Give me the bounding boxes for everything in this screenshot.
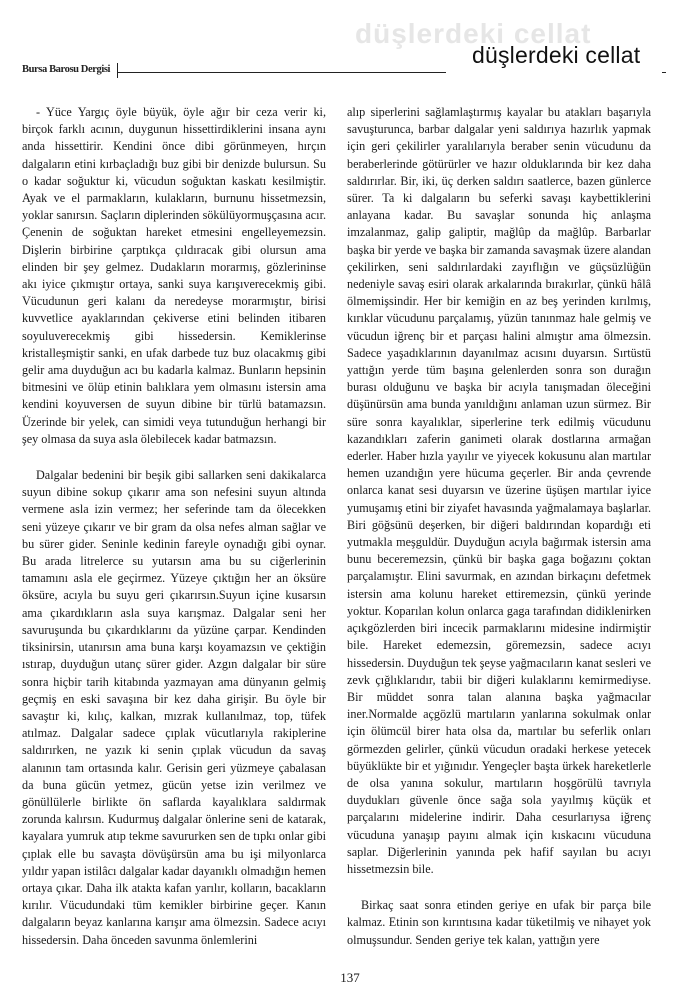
page-header [0,0,700,90]
journal-name: Bursa Barosu Dergisi [22,64,111,75]
paragraph: alıp siperlerini sağlamlaştırmış kayalar bu atakları başarıyla savuşturunca, barbar dalgalar yeni saldırıya hazırlık yapmak için geri çekilirler yaralılarıyla beraber senin vücudunu da beraberlerinde götürürler ve hazır olduklarında bir kez daha saldırırlar. Bir, iki, üç derken saldırı saatlerce, bazen günlerce sürer. Ta ki dalgaların bu seferki savaşı kaybettiklerini anlayana kadar. Bu savaşlar sonunda hiç anlaşma imzalanmaz, galip galiptir, mağlûp da mağlûp. Barbarlar başka bir yerde ve başka bir zamanda savaşmak üzere alandan çekilirken, seni saldırılardaki zayıflığın ve güçsüzlüğün nedeniyle savaş esiri olarak arkalarında bırakırlar, çünkü hâlâ ölmemişsindir. Her bir kemiğin en az beş yerinden kırılmış, kırıklar vücudunu parçalamış, yüzün tanınmaz hale gelmiş ve vücudun iğrenç bir et parçası halini almıştır ama ölmezsin. Sadece yaşadıklarının dayanılmaz acısını duyarsın. Sırtüstü yattığın yerde tüm başına gelenlerden sonra son durağın burası olduğunu ve başka bir acıyla tanışmadan öleceğini düşünürsün ama bunda yanıldığını anlaman uzun sürmez. Bir süre sonra kayalıklar, siperlerine terk edilmiş vücudunu kazandıkları zaferin ganimeti olarak dostlarına armağan ederler. Haber hızla yayılır ve yiyecek kokusunu alan martılar hemen uzandığın yere hücuma geçerler. Bir anda çevrende onlarca kanat sesi duyarsın ve üzerine üşüşen martılar iyice yumuşamış etini bir ziyafet havasında yağmalamaya başlarlar. Biri göğsünü deşerken, bir diğeri baldırından kopardığı eti yutmakla meşguldür. Duyduğun acıyla bağırmak istersin ama bunu beceremezsin, çünkü bir başka gaga boğazını çoktan parçalamıştır. Elini savurmak, en azından birkaçını defetmek istersin ama kolunu hareket ettiremezsin, çünkü yerinde yoktur. Koparılan kolun onlarca gaga tarafından didiklenirken açıkgözlerden biri incecik parmaklarını midesine indirmiştir bile. Hareket edemezsin, göremezsin, sadece acıyı hissedersin. Duyduğun tek şeyse yağmacıların kanat sesleri ve zevk çığlıklarıdır, tabii bir diğeri kulaklarını kemirmediyse. Bir müddet sonra talan alanına başka yağmacılar iner.Normalde açgözlü martıların yanlarına sokulmak onlar için ölümcül birer hata olsa da, martılar bu seferlik onları görmezden gelirler, çünkü vücudun oradaki herkese yetecek büyüklükte bir et yığınıdır. Yengeçler başta ürkek hareketlerle de olsa yanına sokulur, martıların hoşgörülü tavrıyla duydukları güvenle önce sağa sola yayılmış küçük et parçalarını midelerine indirir. Daha cesurlarıysa iğrenç vücuduna yanaşıp payını almak için kıskacını vücuduna saplar. Diğerlerinin yanında pek hafif sayılan bu acıyı hissetmezsin bile. [347,105,651,876]
right-column [347,104,651,968]
ghost-title-watermark: düşlerdeki cellat [355,18,592,49]
header-rule-tick [117,63,118,78]
paragraph: Dalgalar bedenini bir beşik gibi sallarken seni dakikalarca suyun dibine sokup çıkarır ama son nefesini suyun altında vermene asla izin vermez; her seferinde tam da ölecekken seni yüzeye çıkarır ve bir gram da olsa nefes alman sağlar ve bu sürer gider. Seninle kedinin fareyle oynadığı gibi oynar. Bu arada litrelerce su yutarsın ama bu su ciğerlerinin tamamını asla ele geçirmez. Yüzeye çıktığın her an öksüre öksüre, acıyla bu suyu geri çıkarırsın.Suyun içine kusarsın ama çıkardıkların asla suya karışmaz. Dalgalar seni her savuruşunda bu çıkardıklarını da yüzüne çarpar. Kendinden tiksinirsin, utanırsın ama buna karşı koyamazsın ve çektiğin ıstırap, duyduğun utanç sürer gider. Azgın dalgalar bir süre sonra hiçbir tarih kitabında yazmayan ama dünyanın gelmiş geçmiş en eski savaşına bir kez daha girişir. Bu öyle bir savaştır ki, kılıç, kalkan, mızrak kullanılmaz, top, tüfek atılmaz. Dalgalar sadece çıplak vücutlarıyla rakiplerine saldırırken, ne yazık ki senin çıplak vücudun da savaş alanının tam ortasında kalır. Gerisin geri yüzmeye çabalasan da buna gücün yetmez, gücün yetse izin verilmez ve gönüllülerle birlikte ön saflarda kayalıklara saldırmak zorunda kalırsın. Kudurmuş dalgalar önlerine seni de katarak, kayalara yumruk atıp tekme savururken sen de tıpkı onlar gibi çıplak elle bu savaşta dövüşürsün ama bu işi milyonlarca yıldır yapan istilâcı dalgalar kadar dayanıklı olmadığın hemen ortaya çıkar. Daha ilk atakta kafan yarılır, kolların, bacakların kırılır. Vücudundaki tüm kemikler birbirine geçer. Kanın dalgaların beyaz kanlarına karışır ama ölmezsin. Sadece acıyı hissedersin. Daha önceden savunma önlemlerini [22,468,326,947]
page-number: 137 [340,970,360,985]
left-column [22,104,326,968]
paragraph: - Yüce Yargıç öyle büyük, öyle ağır bir ceza verir ki, birçok farklı acının, duygunun hissettirdiklerini insana aynı anda hissettirir. Kendini önce dibi görünmeyen, hırçın dalgaların etini kırbaçladığı buz gibi bir denizde bulursun. Su o kadar soğuktur ki, vücudun soğuktan kaskatı kesilmiştir. Ayak ve el parmakların, kulakların, burnunu hissetmezsin, yoklar sanırsın. Saçların diplerinden sökülüyormuşçasına acır. Çenenin de soğuktan hareket etmesini engelleyemezsin. Dişlerin birbirine çarptıkça çıldıracak gibi olursun ama elinden bir şey gelmez. Dudakların morarmış, gözlerininse akı iyice çıkmıştır ortaya, sanki suya karışıverecekmiş gibi. Vücudunun geri kalanı da neredeyse morarmıştır, birisi kuvvetlice ayaklarından çekiverse etini belinden itibaren soyuluverecekmiş gibi hissedersin. Kemiklerinse kristalleşmiştir sanki, en ufak darbede tuz buz olacakmış gibi gelir ama duyduğun acı bu kadarla kalmaz. Bunların hepsinin bitmesini ve ölüp etinin balıklara yem olmasını istersin ama kendini koyuversen de suyun dibine bir türlü batamazsın. Üzerinde bir yelek, can simidi veya tutunduğun herhangi bir şey olmasa da suya asla ölebilecek kadar batmazsın. [22,105,326,446]
article-title: düşlerdeki cellat [472,42,641,68]
paragraph: Birkaç saat sonra etinden geriye en ufak bir parça bile kalmaz. Etinin son kırıntısına kadar tüketilmiş ve nihayet yok olmuşsundur. Senden geriye tek kalan, yattığın yere [347,898,651,947]
